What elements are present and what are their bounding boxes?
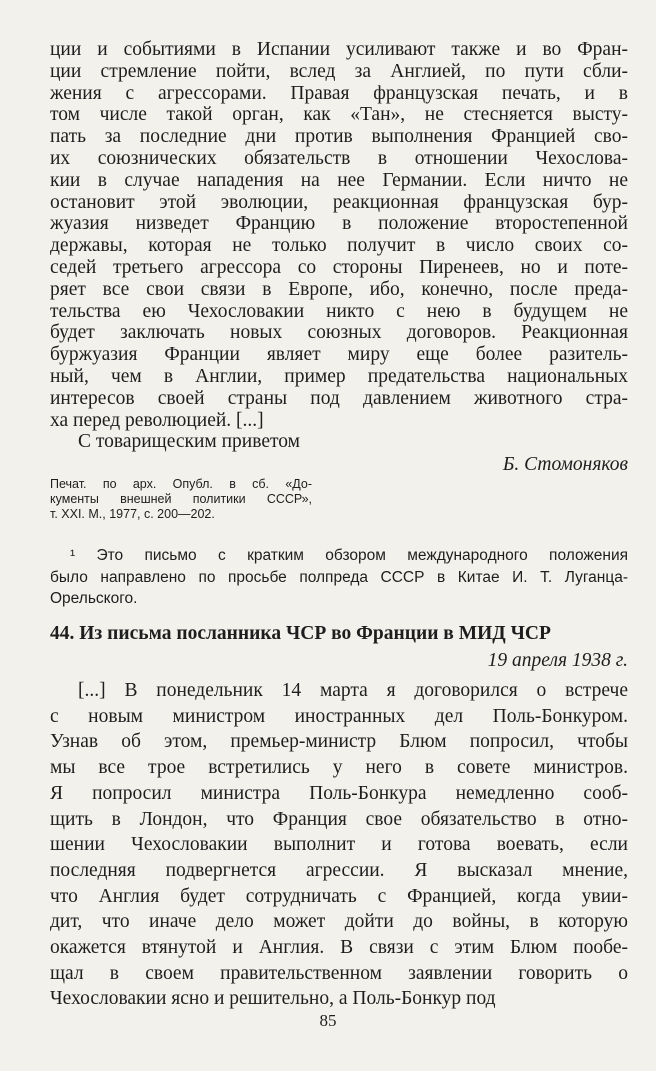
text-line: мы все трое встретились у него в совете министров. (50, 757, 628, 779)
text-line: жения с агрессорами. Правая французская печать, и в (50, 82, 628, 104)
text-line: кументы внешней политики СССР», (50, 492, 312, 506)
text-line: ции стремление пойти, вслед за Англией, по пути сбли- (50, 60, 628, 82)
page-number: 85 (319, 1011, 337, 1030)
text-line: кии в случае нападения на нее Германии. Если ничто не (50, 169, 628, 191)
text-line: щал в своем правительственном заявлении говорить о (50, 962, 628, 984)
text-line: Я попросил министра Поль-Бонкура немедленно сооб- (50, 782, 628, 804)
text-line: Орельского. (50, 590, 138, 607)
text-line: щить в Лондон, что Франция свое обязательство в отно- (50, 808, 628, 830)
text-line: пать за последние дни против выполнения Францией сво- (50, 126, 628, 148)
document-heading: 44. Из письма посланника ЧСР во Франции в МИД ЧСР (50, 623, 551, 644)
text-line: их союзнических обязательств в отношении Чехослова- (50, 148, 628, 169)
text-line: ха перед революцией. [...] (50, 409, 264, 431)
text-line: [...] В понедельник 14 марта я договорился о встрече (78, 680, 628, 701)
text-line: дит, что иначе дело может дойти до войны, в которую (50, 911, 628, 933)
text-line: остановит этой эволюции, реакционная французская бур- (50, 191, 628, 213)
text-line: последняя подвергнется агрессии. Я высказал мнение, (50, 859, 628, 881)
text-line: с новым министром иностранных дел Поль-Бонкуром. (50, 705, 628, 727)
text-line: интересов своей страны под давлением животного стра- (50, 387, 628, 409)
text-line: ряет все свои связи в Европе, ибо, конечно, после преда- (50, 278, 628, 300)
text-line: ный, чем в Англии, пример предательства национальных (50, 366, 628, 387)
text-line: жуазия низведет Францию в положение второстепенной (50, 213, 628, 235)
text-line: что Англия будет сотрудничать с Францией, когда увии- (50, 885, 628, 907)
text-line: было направлено по просьбе полпреда СССР в Китае И. Т. Луганца- (50, 568, 628, 586)
text-line: седей третьего агрессора со стороны Пиренеев, но и поте- (50, 257, 628, 278)
text-line: буржуазия Франции являет миру еще более разитель- (50, 344, 628, 366)
text-line: Печат. по арх. Опубл. в сб. «До- (50, 477, 312, 491)
text-line: ¹ Это письмо с кратким обзором международного положения (70, 547, 628, 564)
text-line: том числе такой орган, как «Тан», не стесняется высту- (50, 104, 628, 126)
text-line: будет заключать новых союзных договоров. Реакционная (50, 322, 628, 344)
text-line: Узнав об этом, премьер-министр Блюм попросил, чтобы (50, 731, 628, 753)
document-date: 19 апреля 1938 г. (487, 650, 628, 671)
closing: С товарищеским приветом (78, 431, 300, 452)
text-line: Чехословакии ясно и решительно, а Поль-Бонкур под (50, 988, 496, 1010)
signature: Б. Стомоняков (502, 454, 628, 475)
text-line: окажется втянутой и Англия. В связи с этим Блюм пообе- (50, 937, 628, 958)
text-line: т. XXI. М., 1977, с. 200—202. (50, 507, 215, 521)
text-line: тельства ею Чехословакии никто с нею в будущем не (50, 300, 628, 322)
text-line: шении Чехословакии выполнит и готова воевать, если (50, 834, 628, 856)
text-line: ции и событиями в Испании усиливают также и во Фран- (50, 39, 628, 60)
text-line: державы, которая не только получит в число своих со- (50, 235, 628, 257)
